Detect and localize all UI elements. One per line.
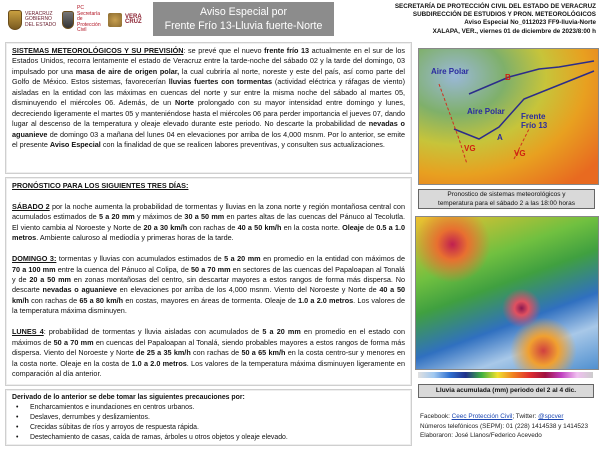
section-heading: SISTEMAS METEOROLÓGICOS Y SU PREVISIÓN xyxy=(12,46,184,55)
body-text: . Los valores de la temperatura máxima disminuyen ligeramente en comparación al día anterior. xyxy=(12,358,405,378)
emphasis-text: 50 a 70 mm xyxy=(191,264,231,274)
body-text: la cual cubriría al norte, noreste y este del país, así como parte del Golfo de México. Estos sistemas, favorecerían xyxy=(12,66,405,87)
map-label-low-pressure: B xyxy=(505,73,511,82)
caption-line: temperatura para el sábado 2 a las 18:00 horas xyxy=(438,199,575,207)
pronostico-section xyxy=(5,177,412,386)
emphasis-text: 30 a 50 mm xyxy=(184,212,225,222)
weather-systems-map xyxy=(418,48,599,185)
body-text: actualmente en el sur de los Estados Unidos, recorra lentamente el estado de Veracruz entre la tarde-noche del sábado 02 y la tarde del domingo, 03 impulsado por una xyxy=(12,46,405,76)
map-label-aire-polar: Aire Polar xyxy=(431,67,469,76)
body-text: con rachas de xyxy=(28,295,80,305)
emphasis-text: 50 a 65 km/h xyxy=(241,348,286,358)
twitter-label: ; Twitter: xyxy=(512,413,539,420)
accumulated-rain-map xyxy=(415,216,599,370)
emphasis-text: lluvias fuertes con tormentas xyxy=(168,77,273,87)
label-part: Frente xyxy=(521,112,546,121)
social-links xyxy=(420,412,588,422)
forecast-saturday xyxy=(12,202,405,244)
notice-date: XALAPA, VER., viernes 01 de diciembre de 2023/8:00 h xyxy=(432,27,596,35)
map-label-vg: VG xyxy=(464,144,476,153)
body-text: . Ambiente caluroso al mediodía y primeras horas de la tarde. xyxy=(36,233,234,243)
precauciones-title: Derivado de lo anterior se debe tomar las siguientes precauciones por: xyxy=(12,394,245,401)
emphasis-text: 50 a 70 mm xyxy=(53,337,94,347)
body-text: en promedio en el estado con máximos de xyxy=(12,327,405,347)
emphasis-text: nevadas o aguanieve xyxy=(12,119,405,139)
logo-text: VERACRUZ GOBIERNO DEL ESTADO xyxy=(25,10,57,28)
notice-number: Aviso Especial No_0112023 FF9-lluvia-Norte xyxy=(464,19,596,27)
twitter-link[interactable]: @spcver xyxy=(538,413,564,420)
precauciones-section xyxy=(5,389,412,446)
emphasis-text: 5 a 20 mm xyxy=(262,327,301,337)
pronostico-title: PRONÓSTICO PARA LOS SIGUIENTES TRES DÍAS: xyxy=(12,181,189,190)
body-text: : se prevé que el nuevo xyxy=(183,46,265,55)
rain-colorbar xyxy=(418,372,593,378)
body-text: en promedio en la entidad con máximos de xyxy=(260,254,405,264)
emphasis-text: 40 a 50 km/h xyxy=(12,285,406,305)
precauciones-list xyxy=(12,403,405,443)
body-text: y máximos de xyxy=(134,212,185,222)
emphasis-text: 5 a 20 mm xyxy=(98,212,135,222)
sistemas-section xyxy=(5,42,412,174)
emphasis-text: 40 a 50 km/h xyxy=(237,222,282,232)
emphasis-text: 70 a 100 mm xyxy=(12,264,56,274)
forecast-monday xyxy=(12,327,405,379)
map2-caption: Lluvia acumulada (mm) periodo del 2 al 4 dic. xyxy=(418,384,594,398)
section-heading: DOMINGO 3: xyxy=(12,254,57,264)
body-text: con rachas de xyxy=(187,222,238,232)
body-text: en zonas montañosas del centro, sin descartar mayores a estos rangos de forma más dispersa. No descarte xyxy=(12,274,405,295)
list-item: • Encharcamientos e inundaciones en centros urbanos. xyxy=(12,403,405,413)
map-label-vg: VG xyxy=(514,149,526,158)
logo-text: VERA CRUZ xyxy=(125,13,142,25)
emphasis-text: 65 a 80 km/h xyxy=(79,295,124,305)
map-label-frente-frio xyxy=(521,112,547,130)
emphasis-text: 20 a 50 mm xyxy=(29,274,71,284)
emphasis-text: 1.0 a 2.0 metros xyxy=(131,358,187,368)
body-text: en elevaciones por arriba de los 4,000 msnm. Viento del Noroeste y Norte de xyxy=(116,285,380,295)
emphasis-text: frente frío 13 xyxy=(264,46,310,55)
list-item: • Crecidas súbitas de ríos y arroyos de respuesta rápida. xyxy=(12,423,405,433)
body-text: por la noche aumenta la probabilidad de tormentas y lluvias en la zona norte y región montañosa central con acumulados estimados de xyxy=(12,201,405,222)
body-text: : probabilidad de tormentas y lluvia aisladas con acumulados de xyxy=(43,327,263,337)
emphasis-text: Oleaje xyxy=(342,222,364,232)
phone-numbers: Números telefónicos (SEPM): 01 (228) 1414538 y 1414523 xyxy=(420,422,589,430)
body-text: prolongado con su mayor intensidad entre domingo y lunes, decreciendo ligeramente el martes 05 y manteniéndose hasta el miércoles 06 para perder importancia el jueves 07, dando lugar al descenso de la temperatura y oleaje elevado durante este periodo. No descarte la probabilidad de xyxy=(12,98,406,129)
flower-icon xyxy=(108,13,122,27)
body-text: de domingo 03 a mañana del lunes 04 en elevaciones por arriba de los 4,000 msnm. Por lo anterior, se emite el presente xyxy=(12,129,405,150)
org-department: SUBDIRECCIÓN DE ESTUDIOS Y PRON. METEOROLÓGICOS xyxy=(412,11,596,19)
pc-shield-icon xyxy=(62,11,74,29)
body-text: en la costa centro-sur y menores en la costa norte. Oleaje en la costa de xyxy=(12,348,406,368)
section-heading: SÁBADO 2 xyxy=(12,201,50,211)
list-item: • Destechamiento de casas, caída de ramas, árboles u otros objetos y oleaje elevado. xyxy=(12,433,405,443)
emphasis-text: nevadas o aguanieve xyxy=(42,285,117,295)
organization-info xyxy=(395,3,596,36)
section-heading: LUNES 4 xyxy=(12,327,44,337)
coat-of-arms-icon xyxy=(8,10,22,30)
map1-caption xyxy=(418,189,595,209)
emphasis-text: 1.0 a 2.0 metros xyxy=(298,295,354,305)
title-line: Aviso Especial por xyxy=(200,6,287,18)
page-title xyxy=(153,2,334,36)
emphasis-text: masa de aire de origen polar, xyxy=(75,66,180,76)
body-text: con la finalidad de que se realicen labores preventivas, y consulten sus actualizaciones. xyxy=(100,140,385,150)
emphasis-text: 20 a 30 km/h xyxy=(143,222,188,232)
body-text: en cuencas del Papaloapan al Tonalá, siendo probables mayores a estos rangos de forma más dispersa. Viento del Noroeste y Norte xyxy=(12,337,405,358)
emphasis-text: Norte xyxy=(175,98,194,108)
title-line: Frente Frío 13-Lluvia fuerte-Norte xyxy=(164,20,323,32)
logo-proteccion-civil xyxy=(62,5,107,34)
label-part: Frío 13 xyxy=(521,121,548,130)
org-name: SECRETARÍA DE PROTECCIÓN CIVIL DEL ESTADO DE VERACRUZ xyxy=(394,3,596,10)
emphasis-text: 0.5 a 1.0 metros xyxy=(12,222,406,243)
emphasis-text: Aviso Especial xyxy=(49,140,101,150)
sistemas-paragraph xyxy=(12,46,405,151)
caption-line: Pronostico de sistemas meteorológicos y xyxy=(447,191,566,198)
logo-text: PC Secretaría de Protección Civil xyxy=(77,5,101,34)
body-text: tormentas y lluvias con acumulados estimados de xyxy=(56,254,225,264)
body-text: en sectores de las cuencas del Papaloapan al Tonalá y de xyxy=(12,264,405,284)
body-text: de xyxy=(363,222,377,232)
contact-footer xyxy=(420,412,588,441)
emphasis-text: de 25 a 35 km/h xyxy=(136,348,191,358)
authors: Elaboraron: José Llanos/Federico Acevedo xyxy=(420,432,542,439)
logo-veracruz-gobierno xyxy=(8,8,57,32)
forecast-sunday xyxy=(12,254,405,317)
facebook-link[interactable]: Ceec Protección Civil xyxy=(451,413,513,420)
body-text: con rachas de xyxy=(190,348,242,358)
body-text: en partes altas de las cuencas del Pánuco al Tecolutla. El viento cambia al Noroeste y Norte de xyxy=(12,212,405,232)
facebook-label: Facebook: xyxy=(420,413,452,420)
map-label-high-pressure: A xyxy=(497,133,503,142)
list-item: • Deslaves, derrumbes y deslizamientos. xyxy=(12,413,405,423)
map-label-aire-polar: Aire Polar xyxy=(467,107,505,116)
body-text: (actividad eléctrica y ráfagas de viento) aisladas en la entidad con las máximas en cuencas del norte y sur entre la misma noche del sábado al martes 05, disminuyendo el miércoles 06. Además, de un xyxy=(12,77,405,108)
body-text: . Los valores de la temperatura máxima disminuyen. xyxy=(12,295,405,316)
emphasis-text: 5 a 20 mm xyxy=(224,254,261,264)
logo-veracruz xyxy=(108,8,147,32)
body-text: entre la cuenca del Pánuco al Colipa, de xyxy=(55,264,192,274)
body-text: en la costa norte. xyxy=(281,222,343,232)
body-text: en costas, mayores en áreas de tormenta. Oleaje de xyxy=(123,295,299,305)
